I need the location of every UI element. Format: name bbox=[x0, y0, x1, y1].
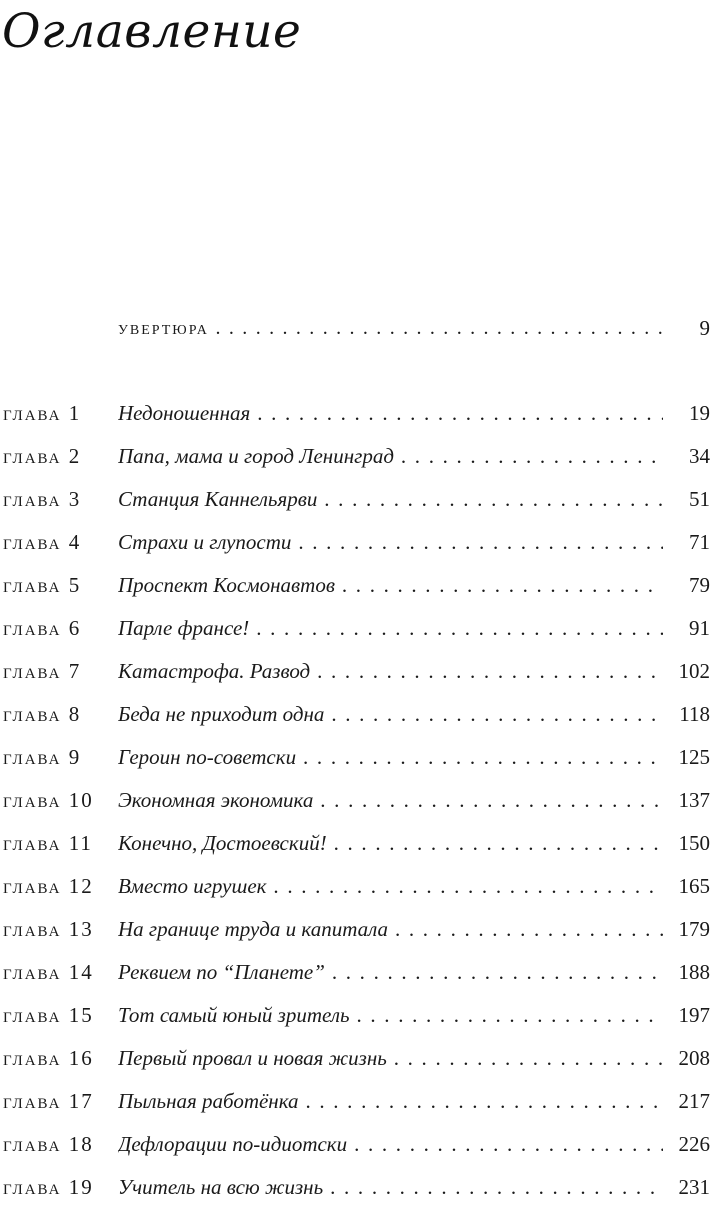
chapter-label: глава 18 bbox=[3, 1132, 94, 1156]
chapter-label: глава 11 bbox=[3, 831, 93, 855]
page-number: 137 bbox=[678, 788, 710, 812]
chapter-label: глава 4 bbox=[3, 530, 82, 554]
page-number: 217 bbox=[678, 1089, 710, 1113]
chapter-label: глава 16 bbox=[3, 1046, 94, 1070]
page-number: 91 bbox=[689, 616, 710, 640]
page-number: 231 bbox=[678, 1175, 710, 1199]
page-number: 34 bbox=[689, 444, 710, 468]
chapter-label: глава 10 bbox=[3, 788, 94, 812]
chapter-label: глава 14 bbox=[3, 960, 94, 984]
entry-title: Станция Каннельярви . . . bbox=[118, 484, 663, 514]
entry-title: увертюра . . . bbox=[118, 313, 663, 343]
chapter-label: глава 2 bbox=[3, 444, 82, 468]
chapter-label: глава 12 bbox=[3, 874, 94, 898]
entry-title: На границе труда и капитала . . . bbox=[118, 914, 663, 944]
toc-entry-chapter-5[interactable] bbox=[0, 570, 712, 600]
toc-entry-chapter-1[interactable] bbox=[0, 398, 712, 428]
entry-title: Конечно, Достоевский! . . . bbox=[118, 828, 663, 858]
toc-entry-chapter-2[interactable] bbox=[0, 441, 712, 471]
toc-entry-chapter-17[interactable] bbox=[0, 1086, 712, 1116]
entry-title: Катастрофа. Развод . . . bbox=[118, 656, 663, 686]
chapter-label: глава 5 bbox=[3, 573, 82, 597]
page-number: 125 bbox=[678, 745, 710, 769]
toc-entry-chapter-15[interactable] bbox=[0, 1000, 712, 1030]
entry-title: Тот самый юный зритель . . . bbox=[118, 1000, 663, 1030]
entry-title: Реквием по “Планете” . . . bbox=[118, 957, 663, 987]
chapter-label: глава 19 bbox=[3, 1175, 94, 1199]
page-number: 102 bbox=[678, 659, 710, 683]
toc-entry-chapter-10[interactable] bbox=[0, 785, 712, 815]
page-number: 226 bbox=[678, 1132, 710, 1156]
toc-entry-chapter-18[interactable] bbox=[0, 1129, 712, 1159]
page-number: 71 bbox=[689, 530, 710, 554]
toc-entry-chapter-19[interactable] bbox=[0, 1172, 712, 1202]
toc-entry-chapter-7[interactable] bbox=[0, 656, 712, 686]
chapter-label: глава 8 bbox=[3, 702, 82, 726]
chapter-label: глава 7 bbox=[3, 659, 82, 683]
chapter-label: глава 15 bbox=[3, 1003, 94, 1027]
page-number: 208 bbox=[678, 1046, 710, 1070]
chapter-label: глава 13 bbox=[3, 917, 94, 941]
page-title: Оглавление bbox=[2, 4, 302, 59]
entry-title: Недоношенная . . . bbox=[118, 398, 663, 428]
page-number: 179 bbox=[678, 917, 710, 941]
toc-entry-chapter-11[interactable] bbox=[0, 828, 712, 858]
toc-entry-chapter-3[interactable] bbox=[0, 484, 712, 514]
entry-title: Беда не приходит одна . . . bbox=[118, 699, 663, 729]
chapter-label: глава 6 bbox=[3, 616, 82, 640]
entry-title: Учитель на всю жизнь . . . bbox=[118, 1172, 663, 1202]
entry-title: Парле франсе! . . . bbox=[118, 613, 663, 643]
page-number: 150 bbox=[678, 831, 710, 855]
toc-entry-chapter-9[interactable] bbox=[0, 742, 712, 772]
toc-entry-overture[interactable] bbox=[0, 313, 712, 343]
page-number: 188 bbox=[678, 960, 710, 984]
entry-title: Страхи и глупости . . . bbox=[118, 527, 663, 557]
page-number: 79 bbox=[689, 573, 710, 597]
page-number: 19 bbox=[689, 401, 710, 425]
toc-entry-chapter-16[interactable] bbox=[0, 1043, 712, 1073]
page-number: 9 bbox=[699, 316, 710, 340]
toc-entry-chapter-6[interactable] bbox=[0, 613, 712, 643]
chapter-label: глава 9 bbox=[3, 745, 82, 769]
toc-entry-chapter-8[interactable] bbox=[0, 699, 712, 729]
page-number: 197 bbox=[678, 1003, 710, 1027]
chapter-label: глава 1 bbox=[3, 401, 82, 425]
page-number: 51 bbox=[689, 487, 710, 511]
entry-title: Первый провал и новая жизнь . . . bbox=[118, 1043, 663, 1073]
entry-title: Экономная экономика . . . bbox=[118, 785, 663, 815]
toc-entry-chapter-13[interactable] bbox=[0, 914, 712, 944]
page-number: 165 bbox=[678, 874, 710, 898]
chapter-label: глава 3 bbox=[3, 487, 82, 511]
entry-title: Пыльная работёнка . . . bbox=[118, 1086, 663, 1116]
entry-title: Дефлорации по-идиотски . . . bbox=[118, 1129, 663, 1159]
entry-title: Папа, мама и город Ленинград . . . bbox=[118, 441, 663, 471]
toc-entry-chapter-12[interactable] bbox=[0, 871, 712, 901]
toc-entry-chapter-14[interactable] bbox=[0, 957, 712, 987]
entry-title: Вместо игрушек . . . bbox=[118, 871, 663, 901]
chapter-label: глава 17 bbox=[3, 1089, 94, 1113]
entry-title: Проспект Космонавтов . . . bbox=[118, 570, 663, 600]
toc-entry-chapter-4[interactable] bbox=[0, 527, 712, 557]
page-number: 118 bbox=[679, 702, 710, 726]
entry-title: Героин по-советски . . . bbox=[118, 742, 663, 772]
